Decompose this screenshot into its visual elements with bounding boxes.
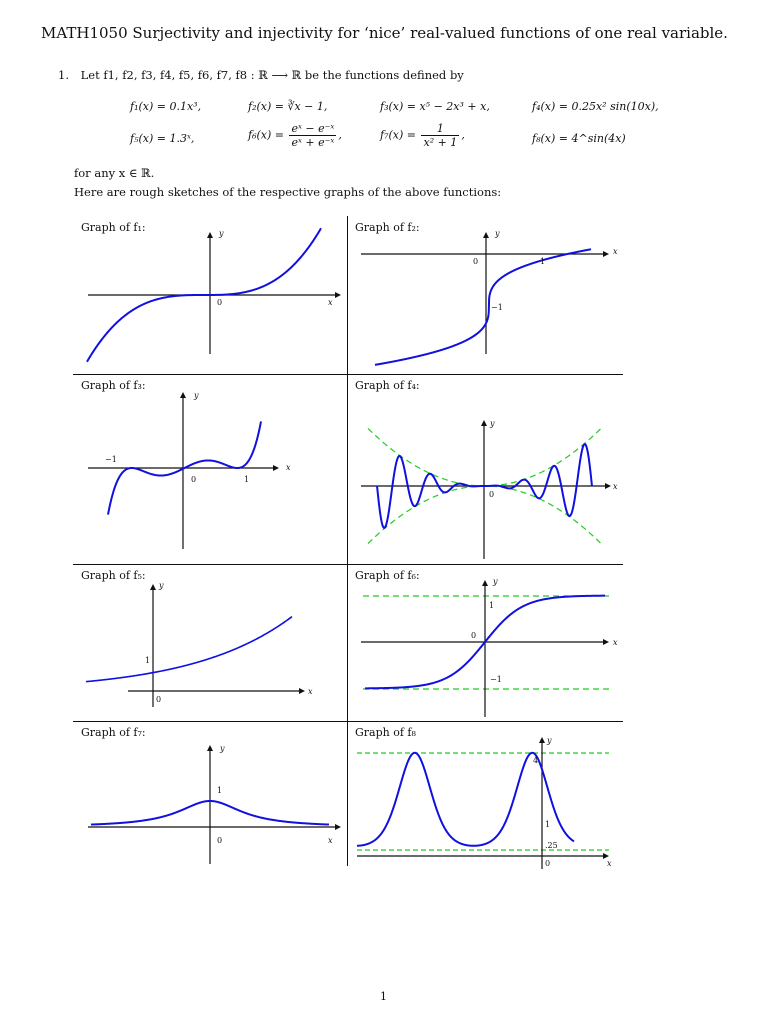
tick-label: 0 [156, 695, 162, 704]
x-axis-label: x [613, 638, 618, 647]
graph-f2 [347, 216, 621, 374]
graph-f3 [73, 374, 347, 564]
graph-f4-label: Graph of f₄: [355, 379, 420, 392]
for-any-text: for any x ∈ ℝ. [74, 166, 155, 180]
function-definitions [130, 96, 690, 160]
tick-label: −1 [105, 455, 117, 464]
y-axis-label: y [219, 229, 224, 238]
graph-f4 [347, 374, 621, 564]
graph-f5-label: Graph of f₅: [81, 569, 146, 582]
def-f4: f₄(x) = 0.25x² sin(10x), [532, 100, 659, 113]
x-axis-label: x [328, 836, 333, 845]
graph-f5 [73, 564, 347, 721]
curve-f5 [86, 617, 292, 682]
question-intro-text: Let f1, f2, f3, f4, f5, f6, f7, f8 : ℝ ⟶ ℝ be the functions defined by [80, 68, 464, 82]
x-axis-arrow [273, 465, 279, 471]
y-axis-label: y [493, 577, 498, 586]
graph-f2-label: Graph of f₂: [355, 221, 420, 234]
x-axis-label: x [613, 482, 618, 491]
y-axis-label: y [159, 581, 164, 590]
graph-f2-plot [347, 216, 623, 374]
def-f7-tail: , [461, 128, 465, 142]
def-f7-lhs: f₇(x) = [380, 128, 416, 142]
graph-f6-plot [347, 564, 623, 721]
tick-label: 0 [217, 836, 223, 845]
graph-grid [73, 216, 623, 866]
tick-label: 0 [489, 490, 495, 499]
graph-f7 [73, 721, 347, 866]
x-axis-label: x [607, 859, 612, 868]
y-axis-label: y [490, 419, 495, 428]
curve-f2 [375, 249, 591, 365]
def-f7-numerator: 1 [421, 122, 459, 136]
def-f6 [248, 122, 342, 149]
graph-f1-label: Graph of f₁: [81, 221, 146, 234]
y-axis-label: y [547, 736, 552, 745]
def-f3: f₃(x) = x⁵ − 2x³ + x, [380, 100, 490, 113]
y-axis-arrow [481, 420, 487, 426]
def-f8: f₈(x) = 4^sin(4x) [532, 132, 626, 145]
def-f6-lhs: f₆(x) = [248, 128, 284, 142]
graph-f6 [347, 564, 621, 721]
page-title: MATH1050 Surjectivity and injectivity for ‘nice’ real-valued functions of one real variable. [41, 24, 728, 42]
y-axis-arrow [207, 745, 213, 751]
tick-label: −1 [490, 675, 502, 684]
x-axis-arrow [603, 251, 609, 257]
page-number: 1 [380, 990, 387, 1003]
graph-f4-plot [347, 374, 623, 564]
y-axis-arrow [483, 232, 489, 238]
def-f7-fraction [421, 122, 459, 149]
tick-label: −1 [491, 303, 503, 312]
question-intro [58, 68, 464, 82]
graph-f8-plot [347, 721, 623, 876]
question-number: 1. [58, 68, 69, 82]
tick-label: 1 [145, 656, 151, 665]
tick-label: 1 [540, 257, 546, 266]
graph-f3-label: Graph of f₃: [81, 379, 146, 392]
tick-label: 1 [545, 820, 551, 829]
def-f6-numerator: eˣ − e⁻ˣ [291, 122, 335, 135]
graph-f8-label: Graph of f₈ [355, 726, 416, 739]
def-f7 [380, 122, 465, 149]
y-axis-label: y [194, 391, 199, 400]
curve-f3 [108, 421, 261, 514]
x-axis-label: x [286, 463, 291, 472]
y-axis-label: y [220, 744, 225, 753]
tick-label: 4 [533, 756, 539, 765]
graph-f1 [73, 216, 347, 374]
y-axis-arrow [482, 580, 488, 586]
graph-f7-label: Graph of f₇: [81, 726, 146, 739]
def-f2: f₂(x) = ∛x − 1, [248, 100, 328, 113]
tick-label: 0 [191, 475, 197, 484]
x-axis-arrow [603, 639, 609, 645]
def-f6-denominator: eˣ + e⁻ˣ [291, 136, 335, 149]
graph-f8 [347, 721, 621, 866]
def-f7-denominator: x² + 1 [423, 136, 458, 149]
def-f5: f₅(x) = 1.3ˣ, [130, 132, 195, 145]
graph-f1-plot [73, 216, 347, 374]
y-axis-arrow [150, 584, 156, 590]
tick-label: 1 [217, 786, 223, 795]
def-f6-tail: , [338, 128, 342, 142]
graph-f3-plot [73, 374, 347, 564]
tick-label: 1 [489, 601, 495, 610]
tick-label: 0 [217, 298, 223, 307]
def-f1: f₁(x) = 0.1x³, [130, 100, 202, 113]
y-axis-arrow [539, 737, 545, 743]
graph-f7-plot [73, 721, 347, 866]
x-axis-label: x [328, 298, 333, 307]
x-axis-arrow [335, 292, 341, 298]
def-f6-fraction [289, 122, 336, 149]
x-axis-arrow [335, 824, 341, 830]
tick-label: 0 [471, 631, 477, 640]
x-axis-arrow [299, 688, 305, 694]
y-axis-label: y [495, 229, 500, 238]
x-axis-label: x [613, 247, 618, 256]
graph-f5-plot [73, 564, 347, 721]
tick-label: 0 [545, 859, 551, 868]
x-axis-arrow [605, 483, 611, 489]
tick-label: 0 [473, 257, 479, 266]
graph-f6-label: Graph of f₆: [355, 569, 420, 582]
tick-label: .25 [545, 841, 558, 850]
y-axis-arrow [180, 392, 186, 398]
x-axis-label: x [308, 687, 313, 696]
tick-label: 1 [244, 475, 250, 484]
y-axis-arrow [207, 232, 213, 238]
sketch-intro-text: Here are rough sketches of the respective graphs of the above functions: [74, 185, 502, 199]
